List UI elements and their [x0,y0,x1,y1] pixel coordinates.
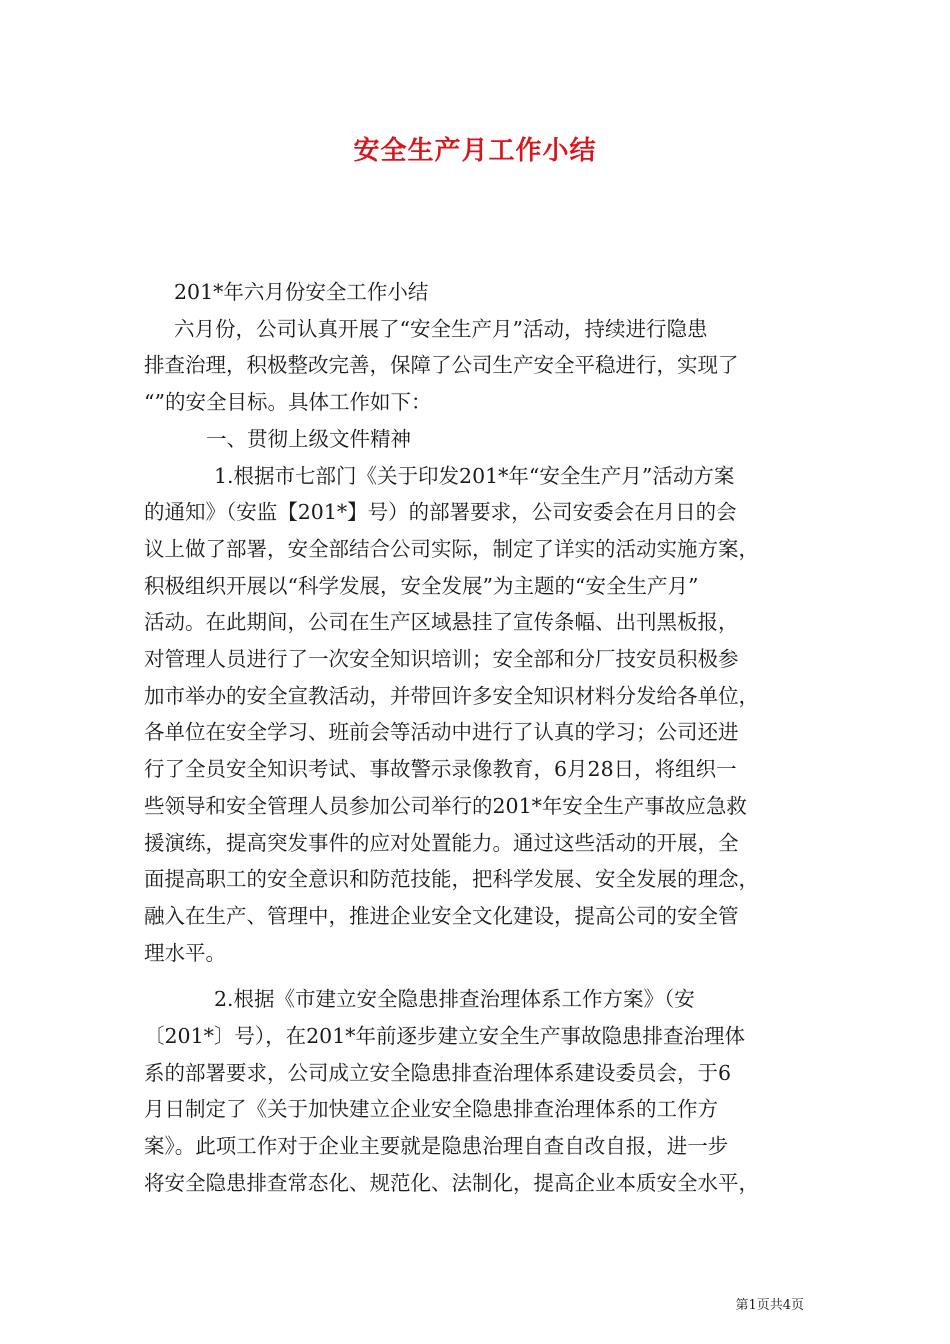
body-line: 融入在生产、管理中，推进企业安全文化建设，提高公司的安全管 [144,903,739,928]
body-line: 201*年六月份安全工作小结 [174,280,429,304]
body-line: 活动。在此期间，公司在生产区域悬挂了宣传条幅、出刊黑板报， [144,610,739,635]
body-line: 的通知》（安监【201*】号）的部署要求，公司安委会在月日的会 [144,500,737,525]
body-line: 案》。此项工作对于企业主要就是隐患治理自查自改自报，进一步 [144,1134,729,1159]
body-line: 理水平。 [144,940,226,965]
body-line: 对管理人员进行了一次安全知识培训；安全部和分厂技安员积极参 [144,647,739,672]
body-line: 1.根据市七部门《关于印发201*年“安全生产月”活动方案 [214,463,735,488]
body-line: “”的安全目标。具体工作如下： [144,390,432,415]
document-title: 安全生产月工作小结 [353,136,597,166]
body-line: 积极组织开展以“科学发展，安全发展”为主题的“安全生产月” [144,573,699,598]
body-line: 月日制定了《关于加快建立企业安全隐患排查治理体系的工作方 [144,1097,718,1122]
document-body [144,274,806,1202]
body-line: 些领导和安全管理人员参加公司举行的201*年安全生产事故应急救 [144,793,747,818]
body-line: 援演练，提高突发事件的应对处置能力。通过这些活动的开展，全 [144,830,739,855]
body-line: 加市举办的安全宣教活动，并带回许多安全知识材料分发给各单位， [144,683,759,708]
page-number: 第1页共4页 [735,1298,804,1313]
body-line: 一、贯彻上级文件精神 [206,426,411,451]
body-line: 行了全员安全知识考试、事故警示录像教育，6月28日，将组织一 [144,757,737,782]
body-line: 六月份，公司认真开展了“安全生产月”活动，持续进行隐患 [174,316,708,341]
body-line: 排查治理，积极整改完善，保障了公司生产安全平稳进行，实现了 [144,353,739,378]
body-line: 议上做了部署，安全部结合公司实际，制定了详实的活动实施方案， [144,536,759,561]
body-line: 各单位在安全学习、班前会等活动中进行了认真的学习；公司还进 [144,720,739,745]
body-line: 〔201*〕号），在201*年前逐步建立安全生产事故隐患排查治理体 [144,1024,746,1049]
body-line: 面提高职工的安全意识和防范技能，把科学发展、安全发展的理念， [144,867,759,892]
body-line: 2.根据《市建立安全隐患排查治理体系工作方案》（安 [214,987,695,1012]
body-line: 系的部署要求，公司成立安全隐患排查治理体系建设委员会，于6 [144,1060,732,1085]
body-line: 将安全隐患排查常态化、规范化、法制化，提高企业本质安全水平， [144,1170,759,1195]
paragraph-gap [144,971,806,981]
